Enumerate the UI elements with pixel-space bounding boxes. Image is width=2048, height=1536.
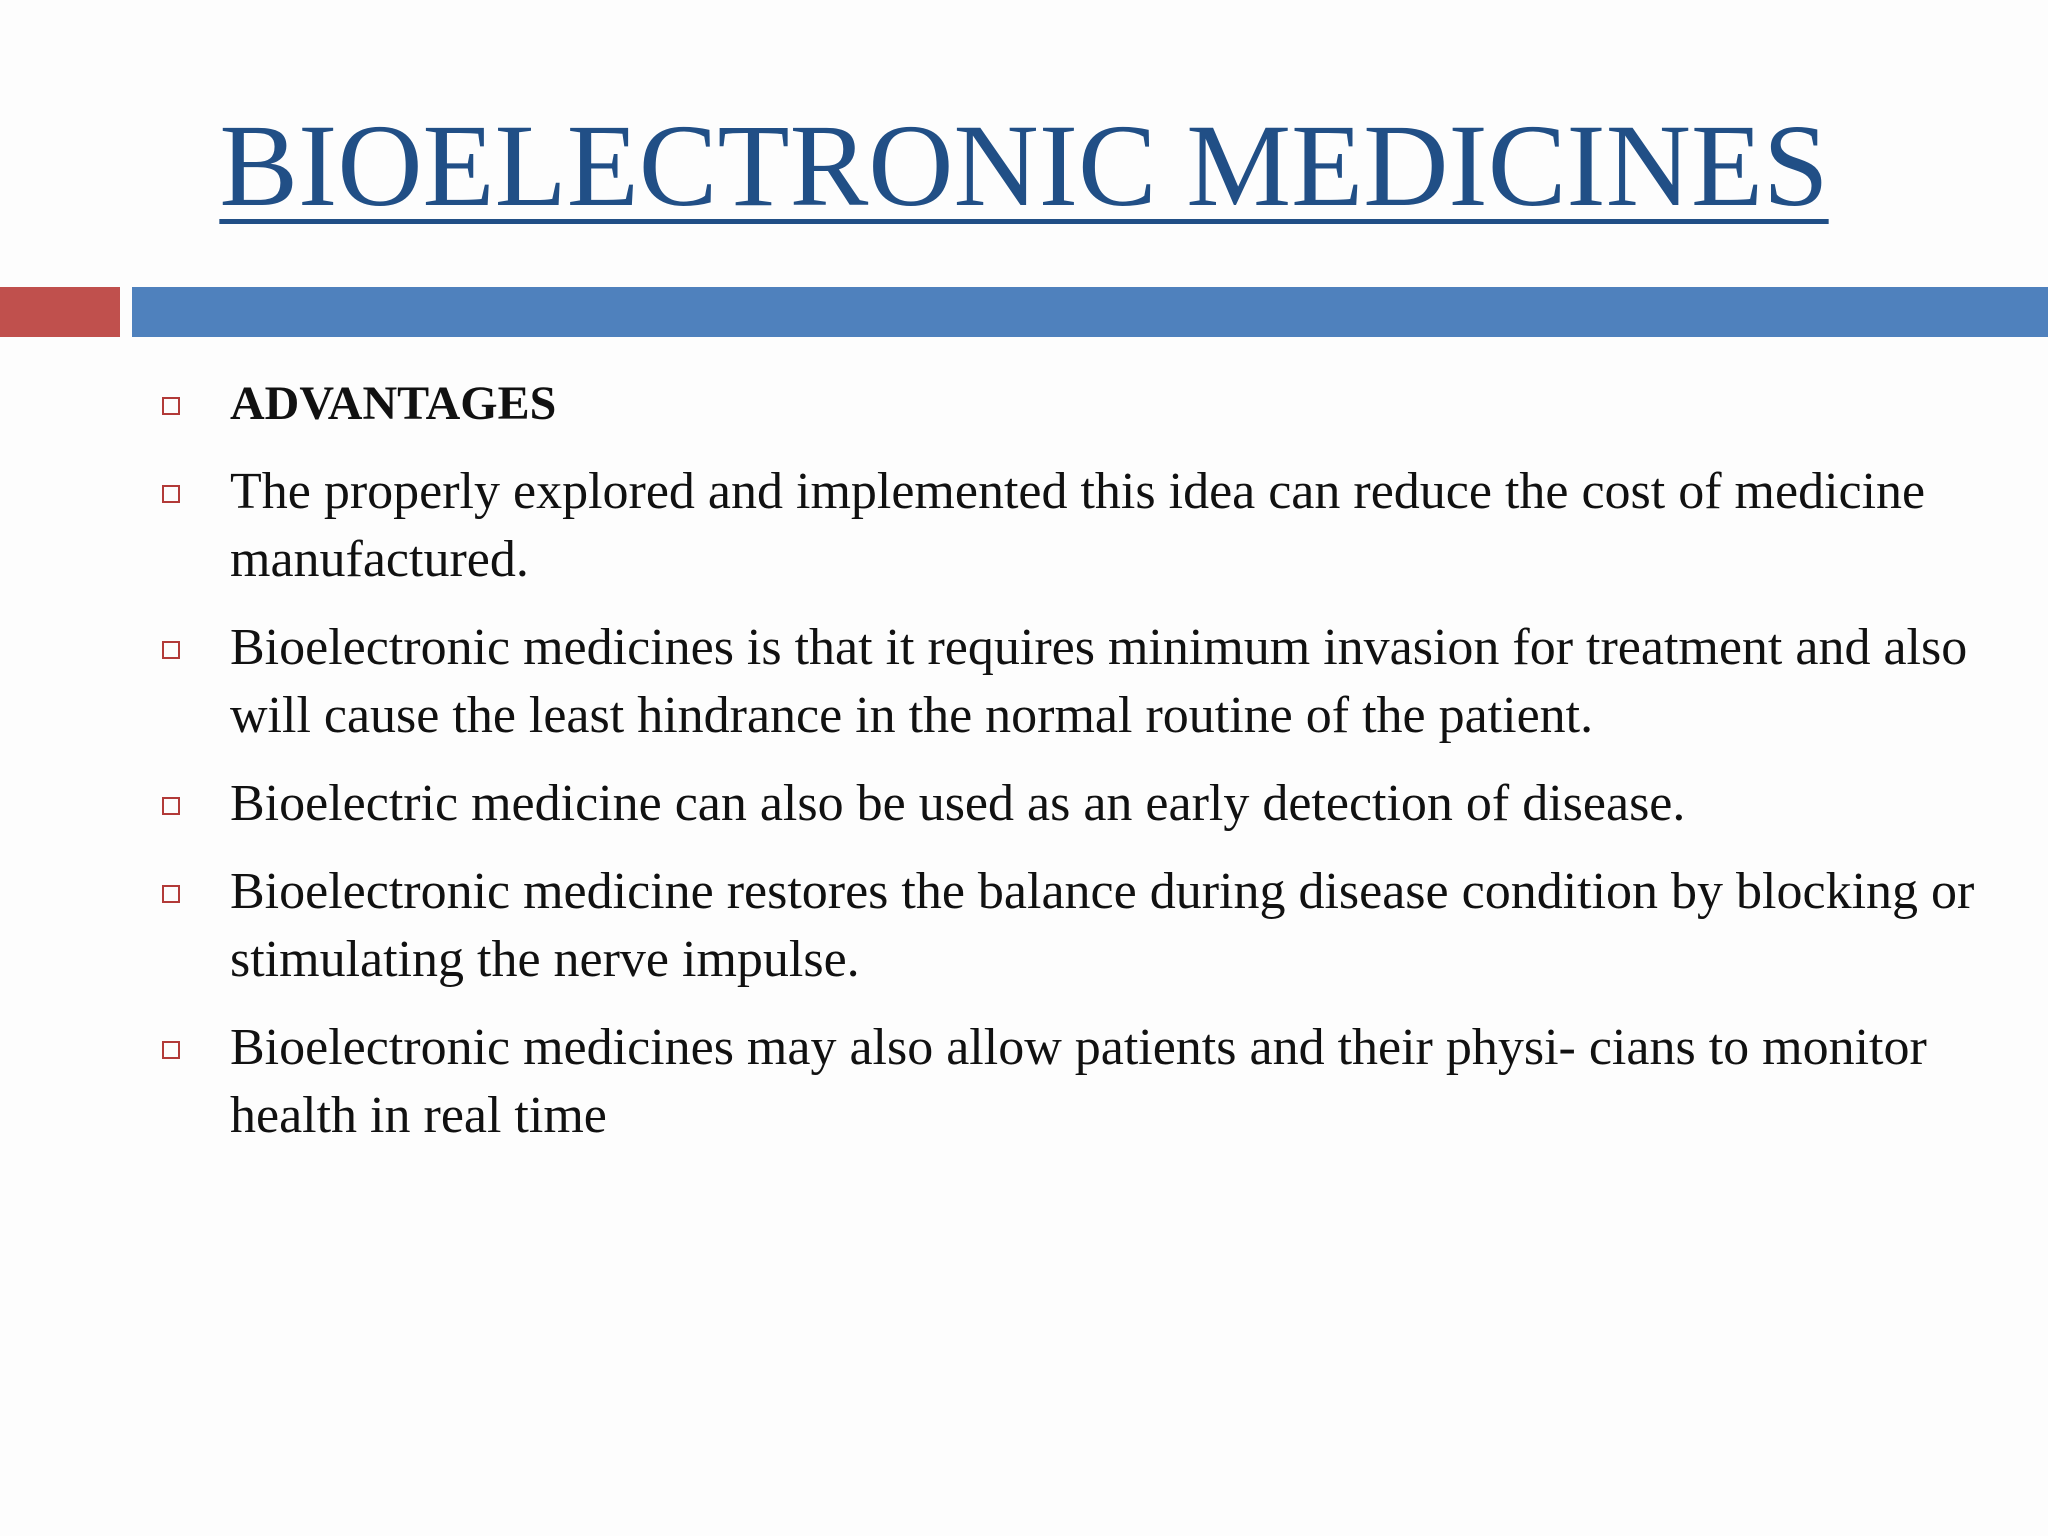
accent-bar-blue <box>132 287 2048 337</box>
bullet-text: ADVANTAGES <box>230 377 557 430</box>
bullet-text: Bioelectronic medicines is that it requires minimum invasion for treatment and also will cause the least hindrance in the normal routine of the patient. <box>230 619 1968 744</box>
bullet-text: Bioelectric medicine can also be used as an early detection of disease. <box>230 775 1686 832</box>
accent-bar-red <box>0 287 120 337</box>
bullet-text: Bioelectronic medicines may also allow patients and their physi- cians to monitor health in real time <box>230 1019 1927 1144</box>
slide-title: BIOELECTRONIC MEDICINES <box>219 100 1829 231</box>
bullet-text: The properly explored and implemented this idea can reduce the cost of medicine manufactured. <box>230 463 1926 588</box>
bullet-item <box>0 858 2048 994</box>
square-bullet-icon <box>162 397 180 415</box>
bullet-item <box>0 614 2048 750</box>
bullet-text: Bioelectronic medicine restores the balance during disease condition by blocking or stimulating the nerve impulse. <box>230 863 1975 988</box>
square-bullet-icon <box>162 797 180 815</box>
bullet-item <box>0 770 2048 838</box>
bullet-item-advantages <box>0 370 2048 438</box>
bullet-list <box>0 370 2048 1170</box>
bullet-item <box>0 458 2048 594</box>
square-bullet-icon <box>162 1041 180 1059</box>
square-bullet-icon <box>162 485 180 503</box>
square-bullet-icon <box>162 641 180 659</box>
bullet-item <box>0 1014 2048 1150</box>
square-bullet-icon <box>162 885 180 903</box>
